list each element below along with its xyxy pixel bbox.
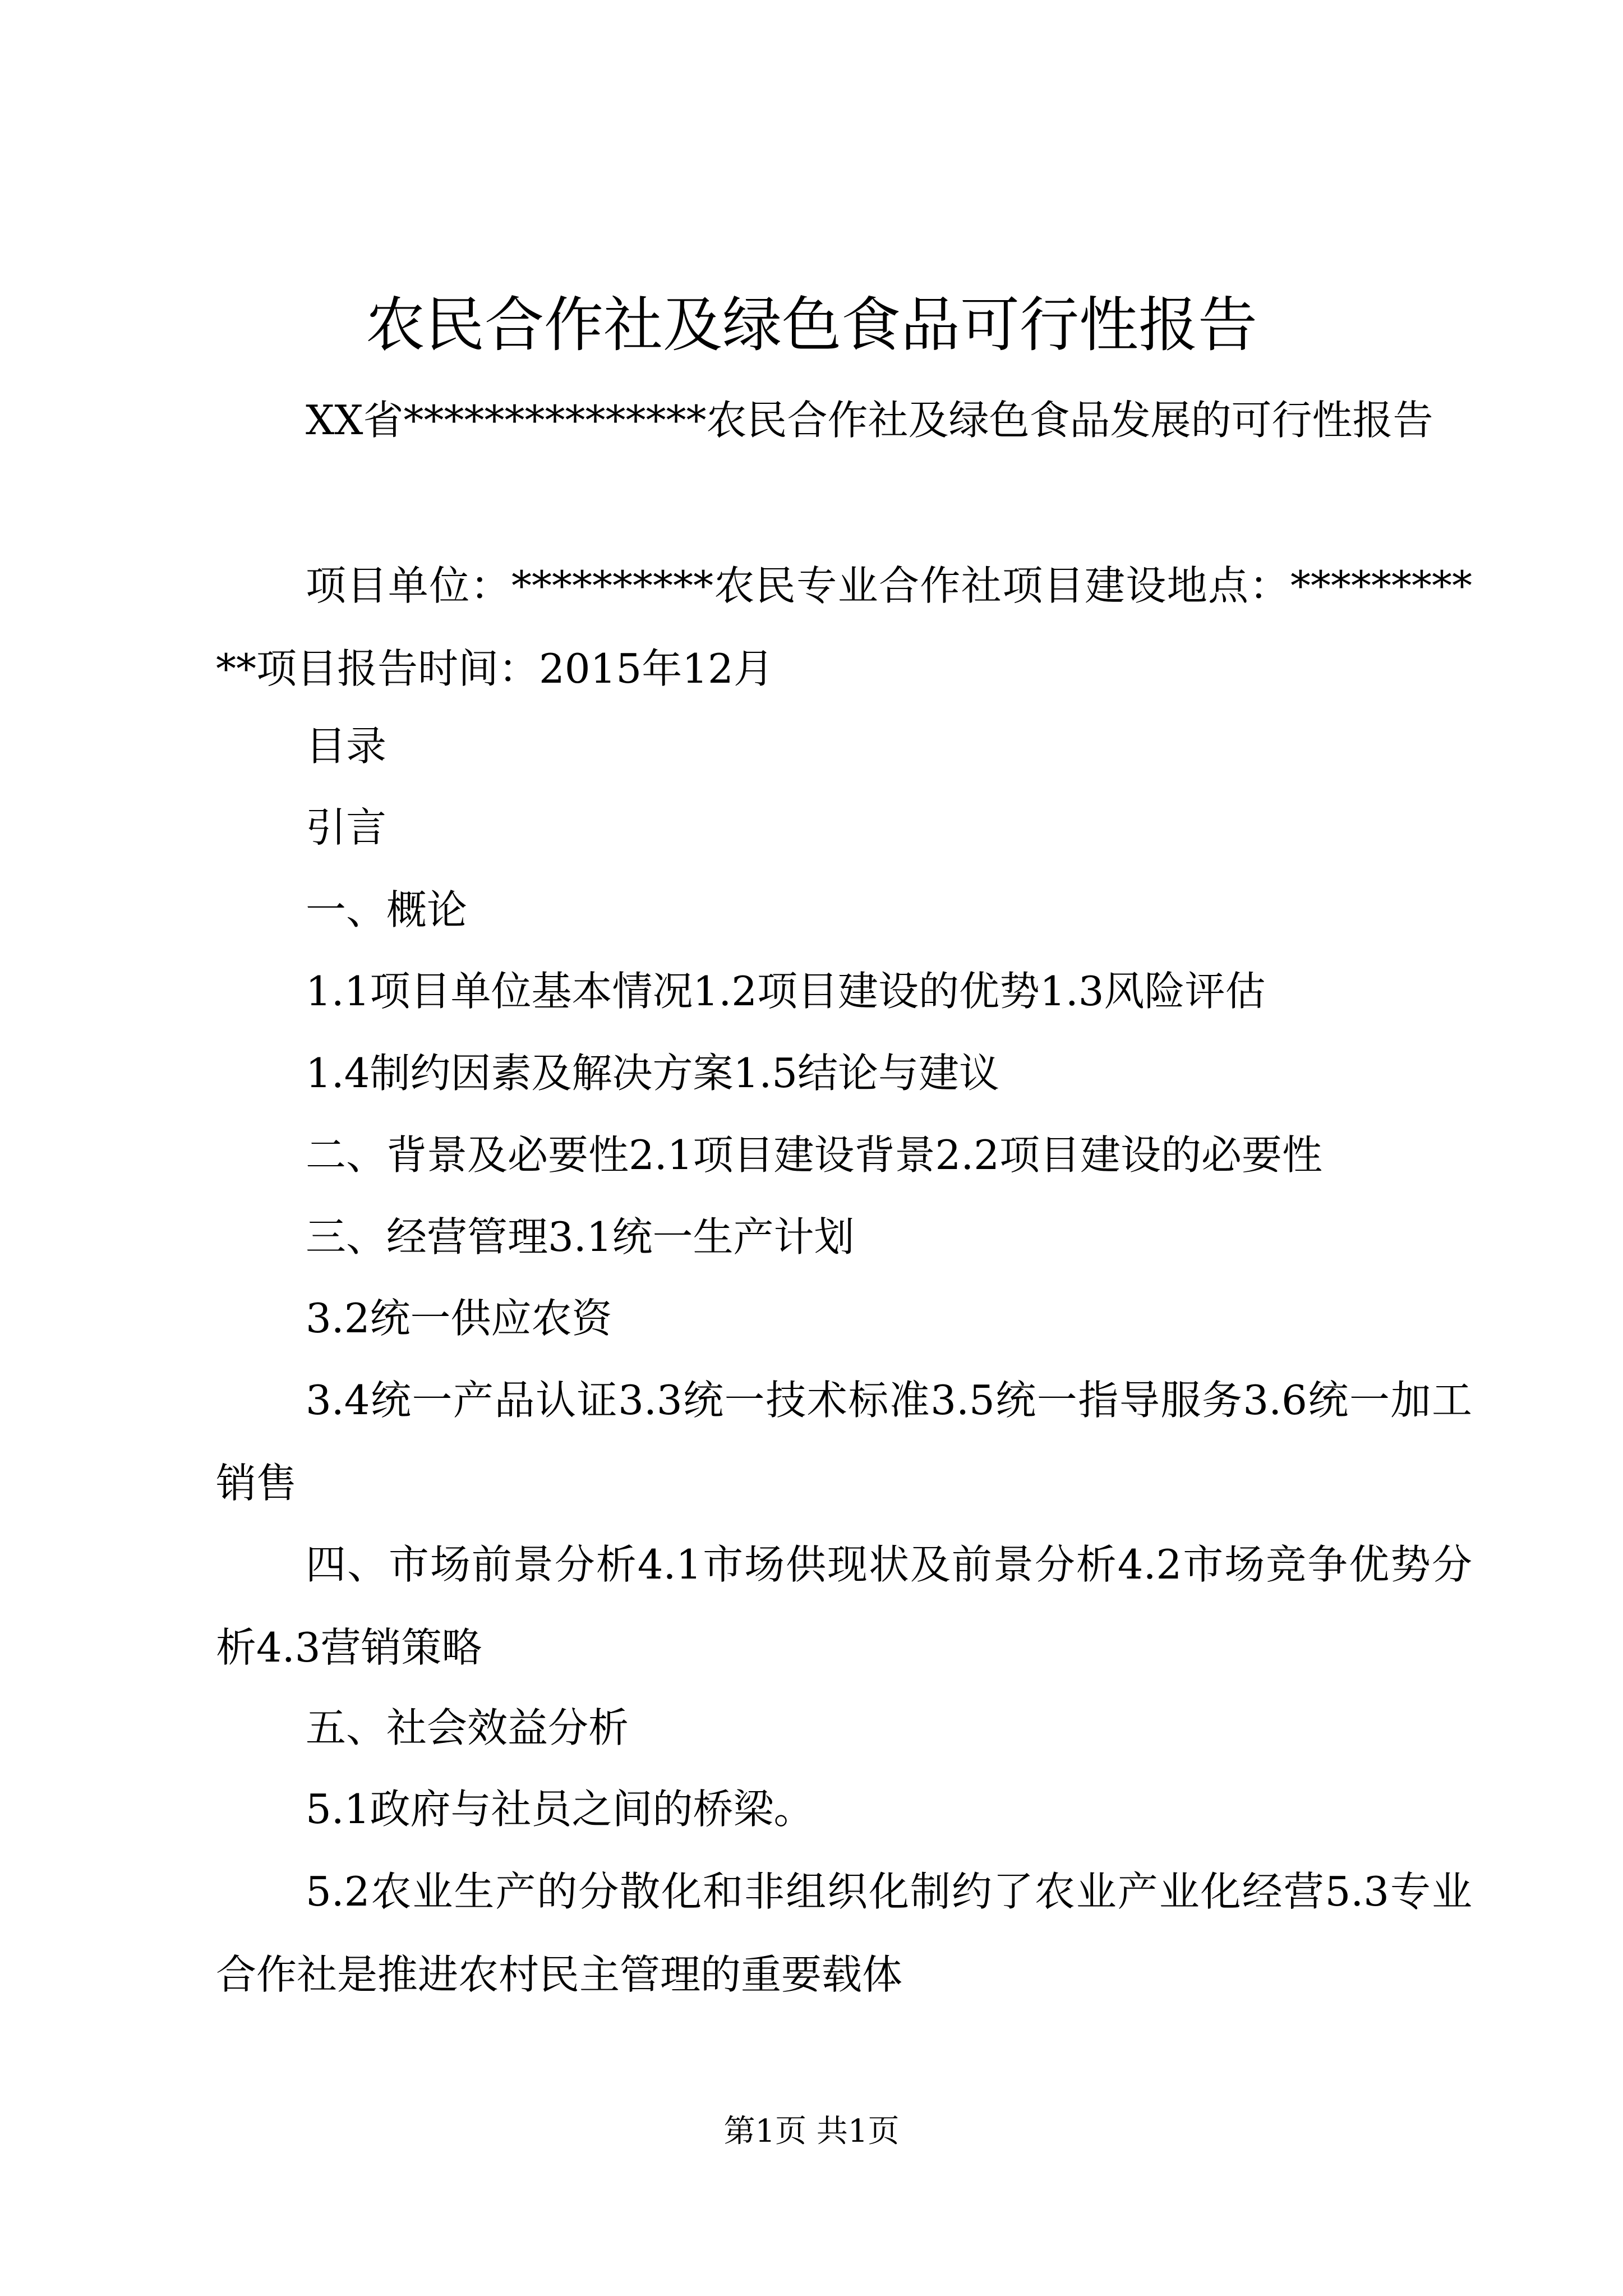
toc-items-5-2-to-5-3: 5.2农业生产的分散化和非组织化制约了农业产业化经营5.3专业合作社是推进农村民主管理的重要载体 [216,1868,1472,1998]
toc-items-1-4-to-1-5: 1.4制约因素及解决方案1.5结论与建议 [306,1050,1000,1097]
toc-item-5-1: 5.1政府与社员之间的桥梁。 [306,1786,814,1833]
toc-section-4: 四、市场前景分析4.1市场供现状及前景分析4.2市场竞争优势分析4.3营销策略 [216,1541,1472,1671]
toc-section-5: 五、社会效益分析 [306,1704,629,1751]
toc-items-1-1-to-1-3: 1.1项目单位基本情况1.2项目建设的优势1.3风险评估 [306,968,1266,1015]
project-info-paragraph: 项目单位：**********农民专业合作社项目建设地点：***********项目报告时间：2015年12月 [216,562,1472,692]
toc-item-3-2: 3.2统一供应农资 [306,1295,612,1342]
document-title: 农民合作社及绿色食品可行性报告 [366,291,1257,360]
toc-section-3: 三、经营管理3.1统一生产计划 [306,1213,855,1260]
toc-section-2: 二、背景及必要性2.1项目建设背景2.2项目建设的必要性 [306,1131,1323,1179]
intro-paragraph: XX省***************农民合作社及绿色食品发展的可行性报告 [306,397,1433,444]
toc-items-3-3-to-3-6: 3.4统一产品认证3.3统一技术标准3.5统一指导服务3.6统一加工销售 [216,1377,1472,1507]
page-footer: 第1页 共1页 [723,2113,900,2150]
toc-section-1: 一、概论 [306,886,468,933]
toc-item-introduction: 引言 [306,804,387,851]
toc-heading: 目录 [306,723,387,770]
